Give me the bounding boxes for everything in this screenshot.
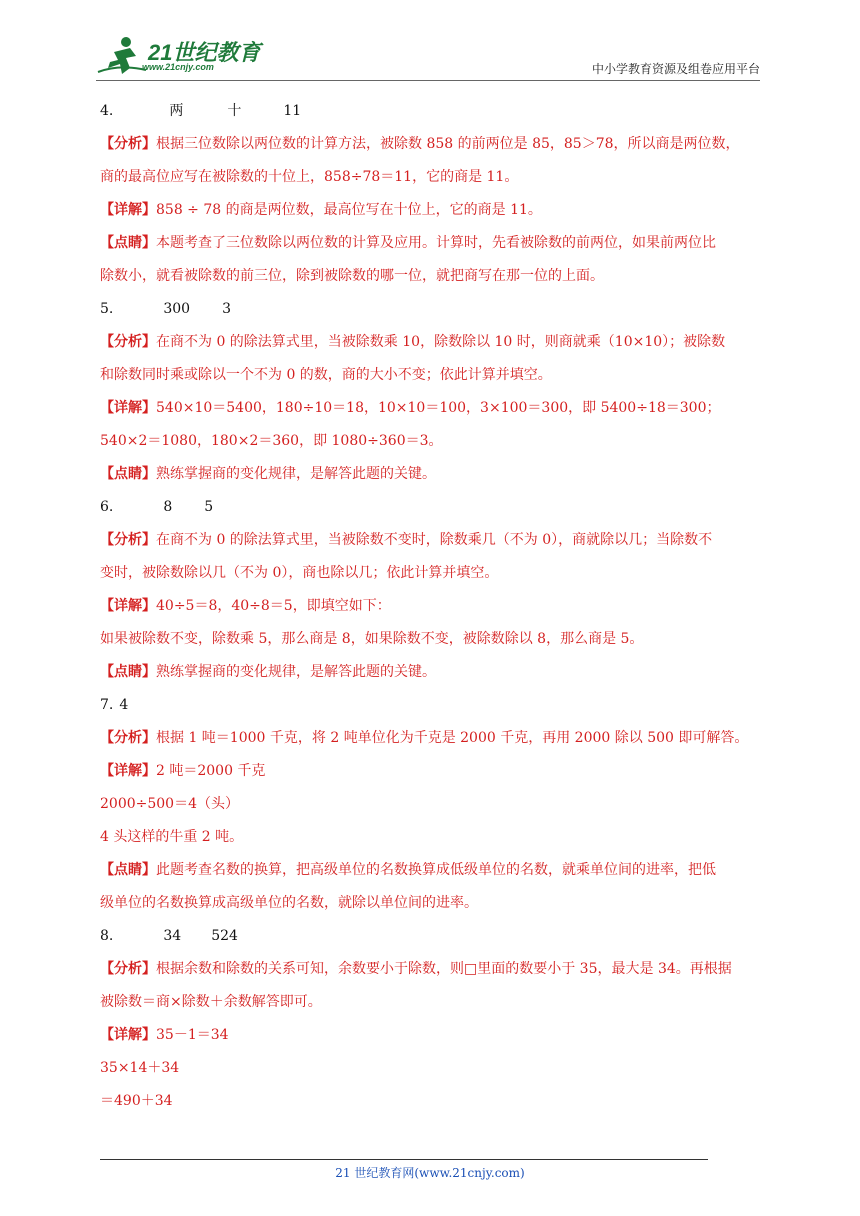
analysis: 【分析】根据三位数除以两位数的计算方法，被除数 858 的前两位是 85，85＞78，所以商是两位数， xyxy=(100,136,740,152)
answer-value: 8 xyxy=(163,499,173,515)
answer-value: 十 xyxy=(227,103,242,119)
logo-url: www.21cnjy.com xyxy=(142,62,214,72)
detail-cont: 2000÷500＝4（头） xyxy=(100,796,239,812)
analysis: 【分析】在商不为 0 的除法算式里，当被除数不变时，除数乘几（不为 0），商就除以几；当除数不 xyxy=(100,532,713,548)
answer-value: 3 xyxy=(222,301,232,317)
site-logo xyxy=(96,34,266,78)
header-divider xyxy=(96,80,760,81)
platform-title: 中小学教育资源及组卷应用平台 xyxy=(591,62,760,76)
answer-line-6 xyxy=(100,496,764,518)
comment: 【点睛】此题考查名数的换算，把高级单位的名数换算成低级单位的名数，就乘单位间的进率，把低 xyxy=(100,862,716,878)
answer-value: 524 xyxy=(211,928,238,944)
answer-value: 34 xyxy=(163,928,182,944)
analysis: 【分析】根据余数和除数的关系可知，余数要小于除数，则□里面的数要小于 35，最大是 34。再根据 xyxy=(100,961,732,977)
answer-value: 11 xyxy=(283,103,302,119)
comment: 【点睛】熟练掌握商的变化规律，是解答此题的关键。 xyxy=(100,664,436,680)
question-number: 4. xyxy=(100,103,114,119)
analysis-cont: 商的最高位应写在被除数的十位上，858÷78＝11，它的商是 11。 xyxy=(100,169,519,185)
answer-value: 4 xyxy=(119,697,129,713)
detail: 【详解】40÷5＝8，40÷8＝5，即填空如下： xyxy=(100,598,391,614)
detail: 【详解】540×10＝5400，180÷10＝18，10×10＝100，3×100＝300，即 5400÷18＝300； xyxy=(100,400,721,416)
question-number: 7. xyxy=(100,697,114,713)
comment-cont: 除数小，就看被除数的前三位，除到被除数的哪一位，就把商写在那一位的上面。 xyxy=(100,268,604,284)
comment-cont: 级单位的名数换算成高级单位的名数，就除以单位间的进率。 xyxy=(100,895,478,911)
answer-line-8 xyxy=(100,925,764,947)
answer-line-7 xyxy=(100,694,764,716)
detail: 【详解】2 吨＝2000 千克 xyxy=(100,763,266,779)
comment: 【点睛】本题考查了三位数除以两位数的计算及应用。计算时，先看被除数的前两位，如果前两位比 xyxy=(100,235,716,251)
footer-divider xyxy=(100,1159,708,1160)
analysis-cont: 变时，被除数除以几（不为 0），商也除以几；依此计算并填空。 xyxy=(100,565,499,581)
detail: 【详解】858 ÷ 78 的商是两位数，最高位写在十位上，它的商是 11。 xyxy=(100,202,542,218)
answer-line-4 xyxy=(100,100,764,122)
answer-value: 300 xyxy=(163,301,191,317)
detail-cont: ＝490＋34 xyxy=(100,1093,173,1109)
page-footer: 21 世纪教育网(www.21cnjy.com) xyxy=(335,1166,525,1180)
logo-text: 21世纪教育 xyxy=(148,40,261,65)
question-number: 5. xyxy=(100,301,114,317)
answer-line-5 xyxy=(100,298,764,320)
analysis-cont: 和除数同时乘或除以一个不为 0 的数，商的大小不变；依此计算并填空。 xyxy=(100,367,552,383)
comment: 【点睛】熟练掌握商的变化规律，是解答此题的关键。 xyxy=(100,466,436,482)
question-number: 8. xyxy=(100,928,114,944)
analysis-cont: 被除数＝商×除数＋余数解答即可。 xyxy=(100,994,322,1010)
detail-cont: 35×14＋34 xyxy=(100,1060,180,1076)
detail-cont: 4 头这样的牛重 2 吨。 xyxy=(100,829,244,845)
analysis: 【分析】根据 1 吨＝1000 千克，将 2 吨单位化为千克是 2000 千克，再用 2000 除以 500 即可解答。 xyxy=(100,730,749,746)
detail-cont: 如果被除数不变，除数乘 5，那么商是 8，如果除数不变，被除数除以 8，那么商是 5。 xyxy=(100,631,644,647)
detail: 【详解】35－1＝34 xyxy=(100,1027,229,1043)
answer-value: 5 xyxy=(204,499,214,515)
answer-value: 两 xyxy=(169,103,184,119)
answer-content xyxy=(100,100,764,1112)
analysis: 【分析】在商不为 0 的除法算式里，当被除数乘 10，除数除以 10 时，则商就乘（10×10）；被除数 xyxy=(100,334,726,350)
page-header xyxy=(0,0,860,90)
question-number: 6. xyxy=(100,499,114,515)
detail-cont: 540×2＝1080，180×2＝360，即 1080÷360＝3。 xyxy=(100,433,443,449)
